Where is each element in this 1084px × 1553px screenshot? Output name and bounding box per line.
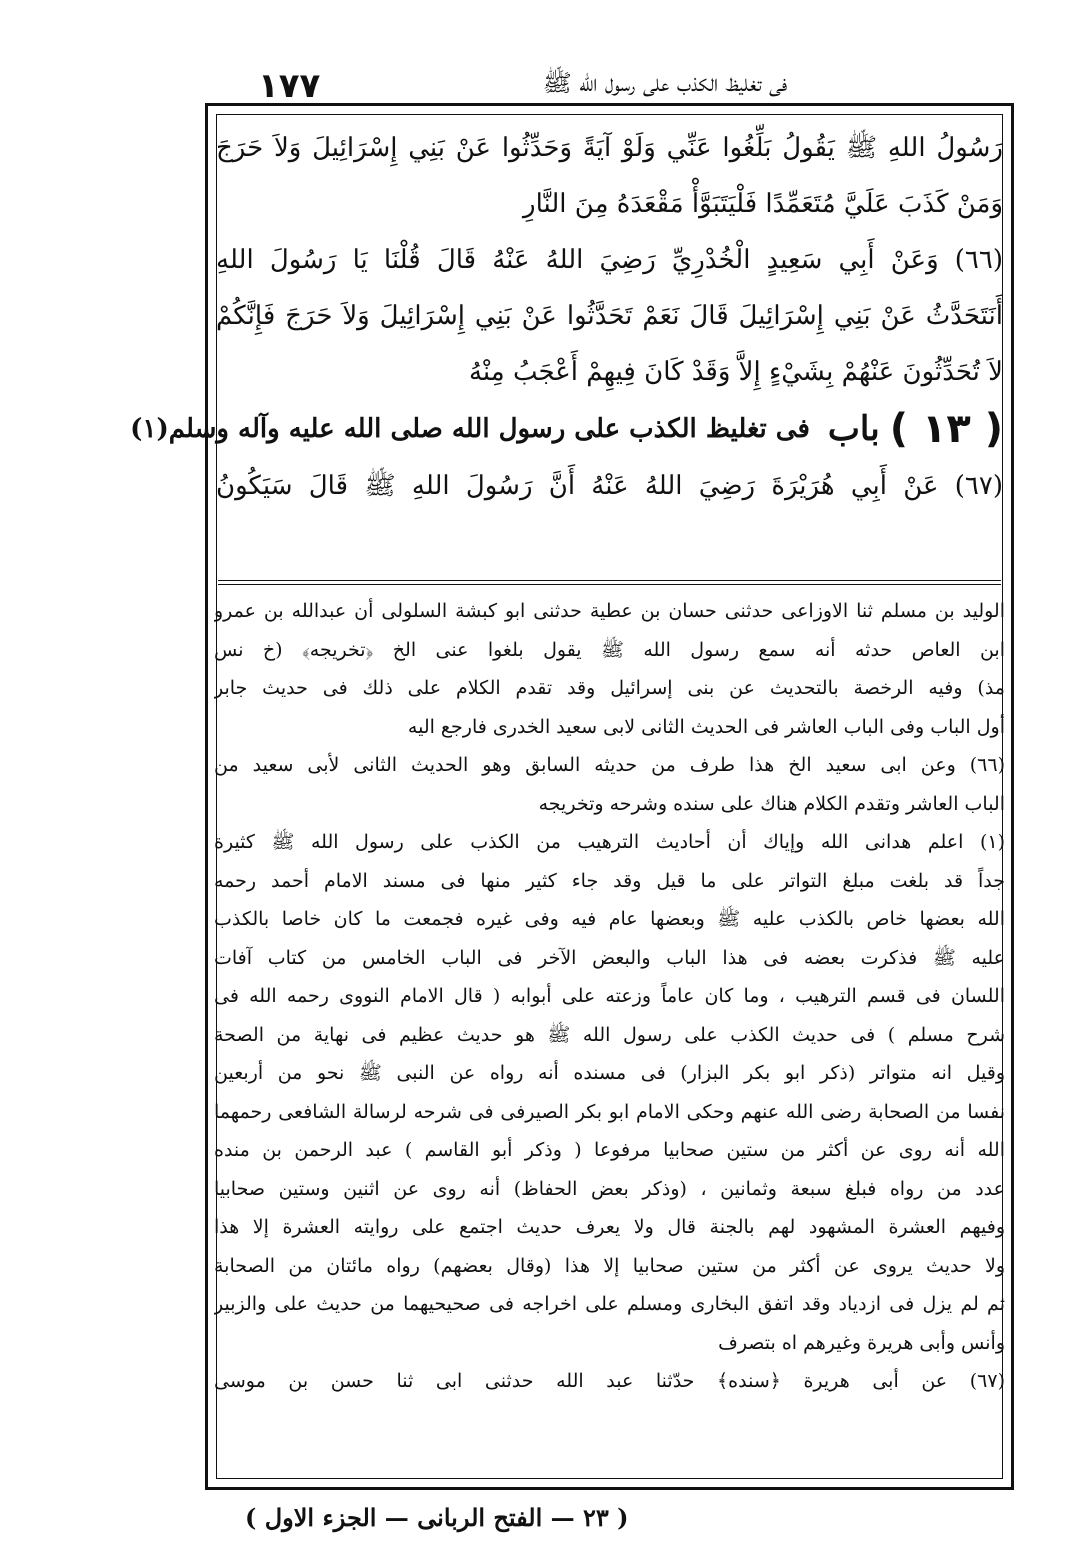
commentary-line: ثم لم يزل فى ازدياد وقد اتفق البخارى ومسلم على اخراجه فى صحيحيهما من حديث على والزبير — [214, 1293, 1005, 1315]
commentary-line: وأنس وأبى هريرة وغيرهم اه بتصرف — [718, 1331, 1005, 1354]
commentary-line: (١) اعلم هدانى الله وإياك أن أحاديث الترهيب من الكذب على رسول الله ﷺ كثيرة — [214, 831, 1005, 853]
hadith-line: لاَ تُحَدِّثُونَ عَنْهُمْ بِشَيْءٍ إِلاَّ وَقَدْ كَانَ فِيهِمْ أَعْجَبُ مِنْهُ — [468, 357, 1003, 387]
commentary-line: اللسان فى قسم الترهيب ، وما كان عاماً وزعته على أبوابه ( قال الامام النووى رحمه الله فى — [214, 985, 1005, 1007]
chapter-title: فى تغليظ الكذب على رسول الله صلى الله عليه وآله وسلم(١) — [130, 414, 810, 444]
separator-line — [218, 580, 1001, 581]
commentary-line: الوليد بن مسلم ثنا الاوزاعى حدثنى حسان بن عطية حدثنى ابو كبشة السلولى أن عبدالله بن عمرو — [214, 600, 1005, 622]
commentary-line: ولا حديث يروى عن أكثر من ستين صحابيا إلا هذا (وقال بعضهم) رواه مائتان من الصحابة — [214, 1254, 1005, 1277]
commentary-line: شرح مسلم ) فى حديث الكذب على رسول الله ﷺ هو حديث عظيم فى نهاية من الصحة — [214, 1023, 1005, 1046]
commentary-line: الله أنه روى عن أكثر من ستين صحابيا مرفوعا ( وذكر أبو القاسم ) عبد الرحمن بن منده — [214, 1139, 1005, 1161]
commentary-line: عدد من رواه فبلغ سبعة وثمانين ، (وذكر بعض الحفاظ) أنه روى عن اثنين وستين صحابيا — [214, 1177, 1005, 1200]
page-frame — [130, 103, 1014, 1490]
commentary-line: مذ) وفيه الرخصة بالتحديث عن بنى إسرائيل وقد تقدم الكلام على ذلك فى حديث جابر — [214, 677, 1005, 699]
commentary-line: ابن العاص حدثه أنه سمع رسول الله ﷺ يقول بلغوا عنى الخ ﴿تخريجه﴾ (خ نس — [214, 638, 1005, 661]
commentary-line: وقيل انه متواتر (ذكر ابو بكر البزار) فى مسنده أنه رواه عن النبى ﷺ نحو من أربعين — [214, 1062, 1005, 1084]
commentary-line: الله بعضها خاص بالكذب عليه ﷺ وبعضها عام فيه وفى غيره فجمعت ما كان خاصا بالكذب — [214, 908, 1005, 930]
commentary-line: عليه ﷺ فذكرت بعضه فى هذا الباب والبعض الآخر فى الباب الخامس من كتاب آفات — [214, 946, 1005, 969]
commentary-block — [214, 592, 1005, 1401]
commentary-line: وفيهم العشرة المشهود لهم بالجنة قال ولا يعرف حديث اجتمع على روايته العشرة إلا هذا — [214, 1216, 1005, 1238]
hadith-line: أَنَتَحَدَّثُ عَنْ بَنِي إِسْرَائِيلَ قَالَ نَعَمْ تَحَدَّثُوا عَنْ بَنِي إِسْرَائِيلَ وَلاَ حَرَجَ فَإِنَّكُمْ — [216, 301, 1003, 331]
chapter-label: باب — [827, 409, 880, 449]
commentary-line: (٦٦) وعن ابى سعيد الخ هذا طرف من حديثه السابق وهو الحديث الثانى لأبى سعيد من — [214, 754, 1005, 776]
commentary-line: نفسا من الصحابة رضى الله عنهم وحكى الامام ابو بكر الصيرفى فى شرحه لرسالة الشافعى رحمهما — [214, 1100, 1005, 1123]
page-number: ١٧٧ — [258, 66, 321, 106]
commentary-line: أول الباب وفى الباب العاشر فى الحديث الثانى لابى سعيد الخدرى فارجع اليه — [407, 715, 1005, 738]
hadith-line: (٦٦) وَعَنْ أَبِي سَعِيدٍ الْخُدْرِيِّ رَضِيَ اللهُ عَنْهُ قَالَ قُلْنَا يَا رَسُولَ اللهِ — [216, 245, 1003, 275]
hadith-line: رَسُولُ اللهِ ﷺ يَقُولُ بَلِّغُوا عَنِّي وَلَوْ آيَةً وَحَدِّثُوا عَنْ بَنِي إِسْرَائِيلَ وَلاَ حَرَجَ — [216, 133, 1003, 163]
hadith-line: وَمَنْ كَذَبَ عَلَيَّ مُتَعَمِّدًا فَلْيَتَبَوَّأْ مَقْعَدَهُ مِنَ النَّارِ — [523, 189, 1003, 219]
hadith-text-block — [130, 120, 1003, 514]
running-title: فى تغليظ الكذب على رسول الله ﷺ — [542, 69, 788, 97]
commentary-line: جداً قد بلغت مبلغ التواتر على ما قيل وقد جاء كثير منها فى مسند الامام أحمد رحمه — [214, 869, 1005, 892]
commentary-line: الباب العاشر وتقدم الكلام هناك على سنده وشرحه وتخريجه — [538, 792, 1005, 815]
hadith-line: (٦٧) عَنْ أَبِي هُرَيْرَةَ رَضِيَ اللهُ عَنْهُ أَنَّ رَسُولَ اللهِ ﷺ قَالَ سَيَكُونُ — [216, 471, 1003, 501]
separator-line — [218, 584, 1001, 585]
commentary-line: (٦٧) عن أبى هريرة ﴿سنده﴾ حدّثنا عبد الله حدثنى ابى ثنا حسن بن موسى — [214, 1370, 1005, 1392]
chapter-number: ( ١٣ ) — [889, 406, 1003, 452]
footer-signature: ( ٢٣ — الفتح الربانى — الجزء الاول ) — [245, 1503, 629, 1532]
chapter-heading — [130, 400, 1003, 458]
